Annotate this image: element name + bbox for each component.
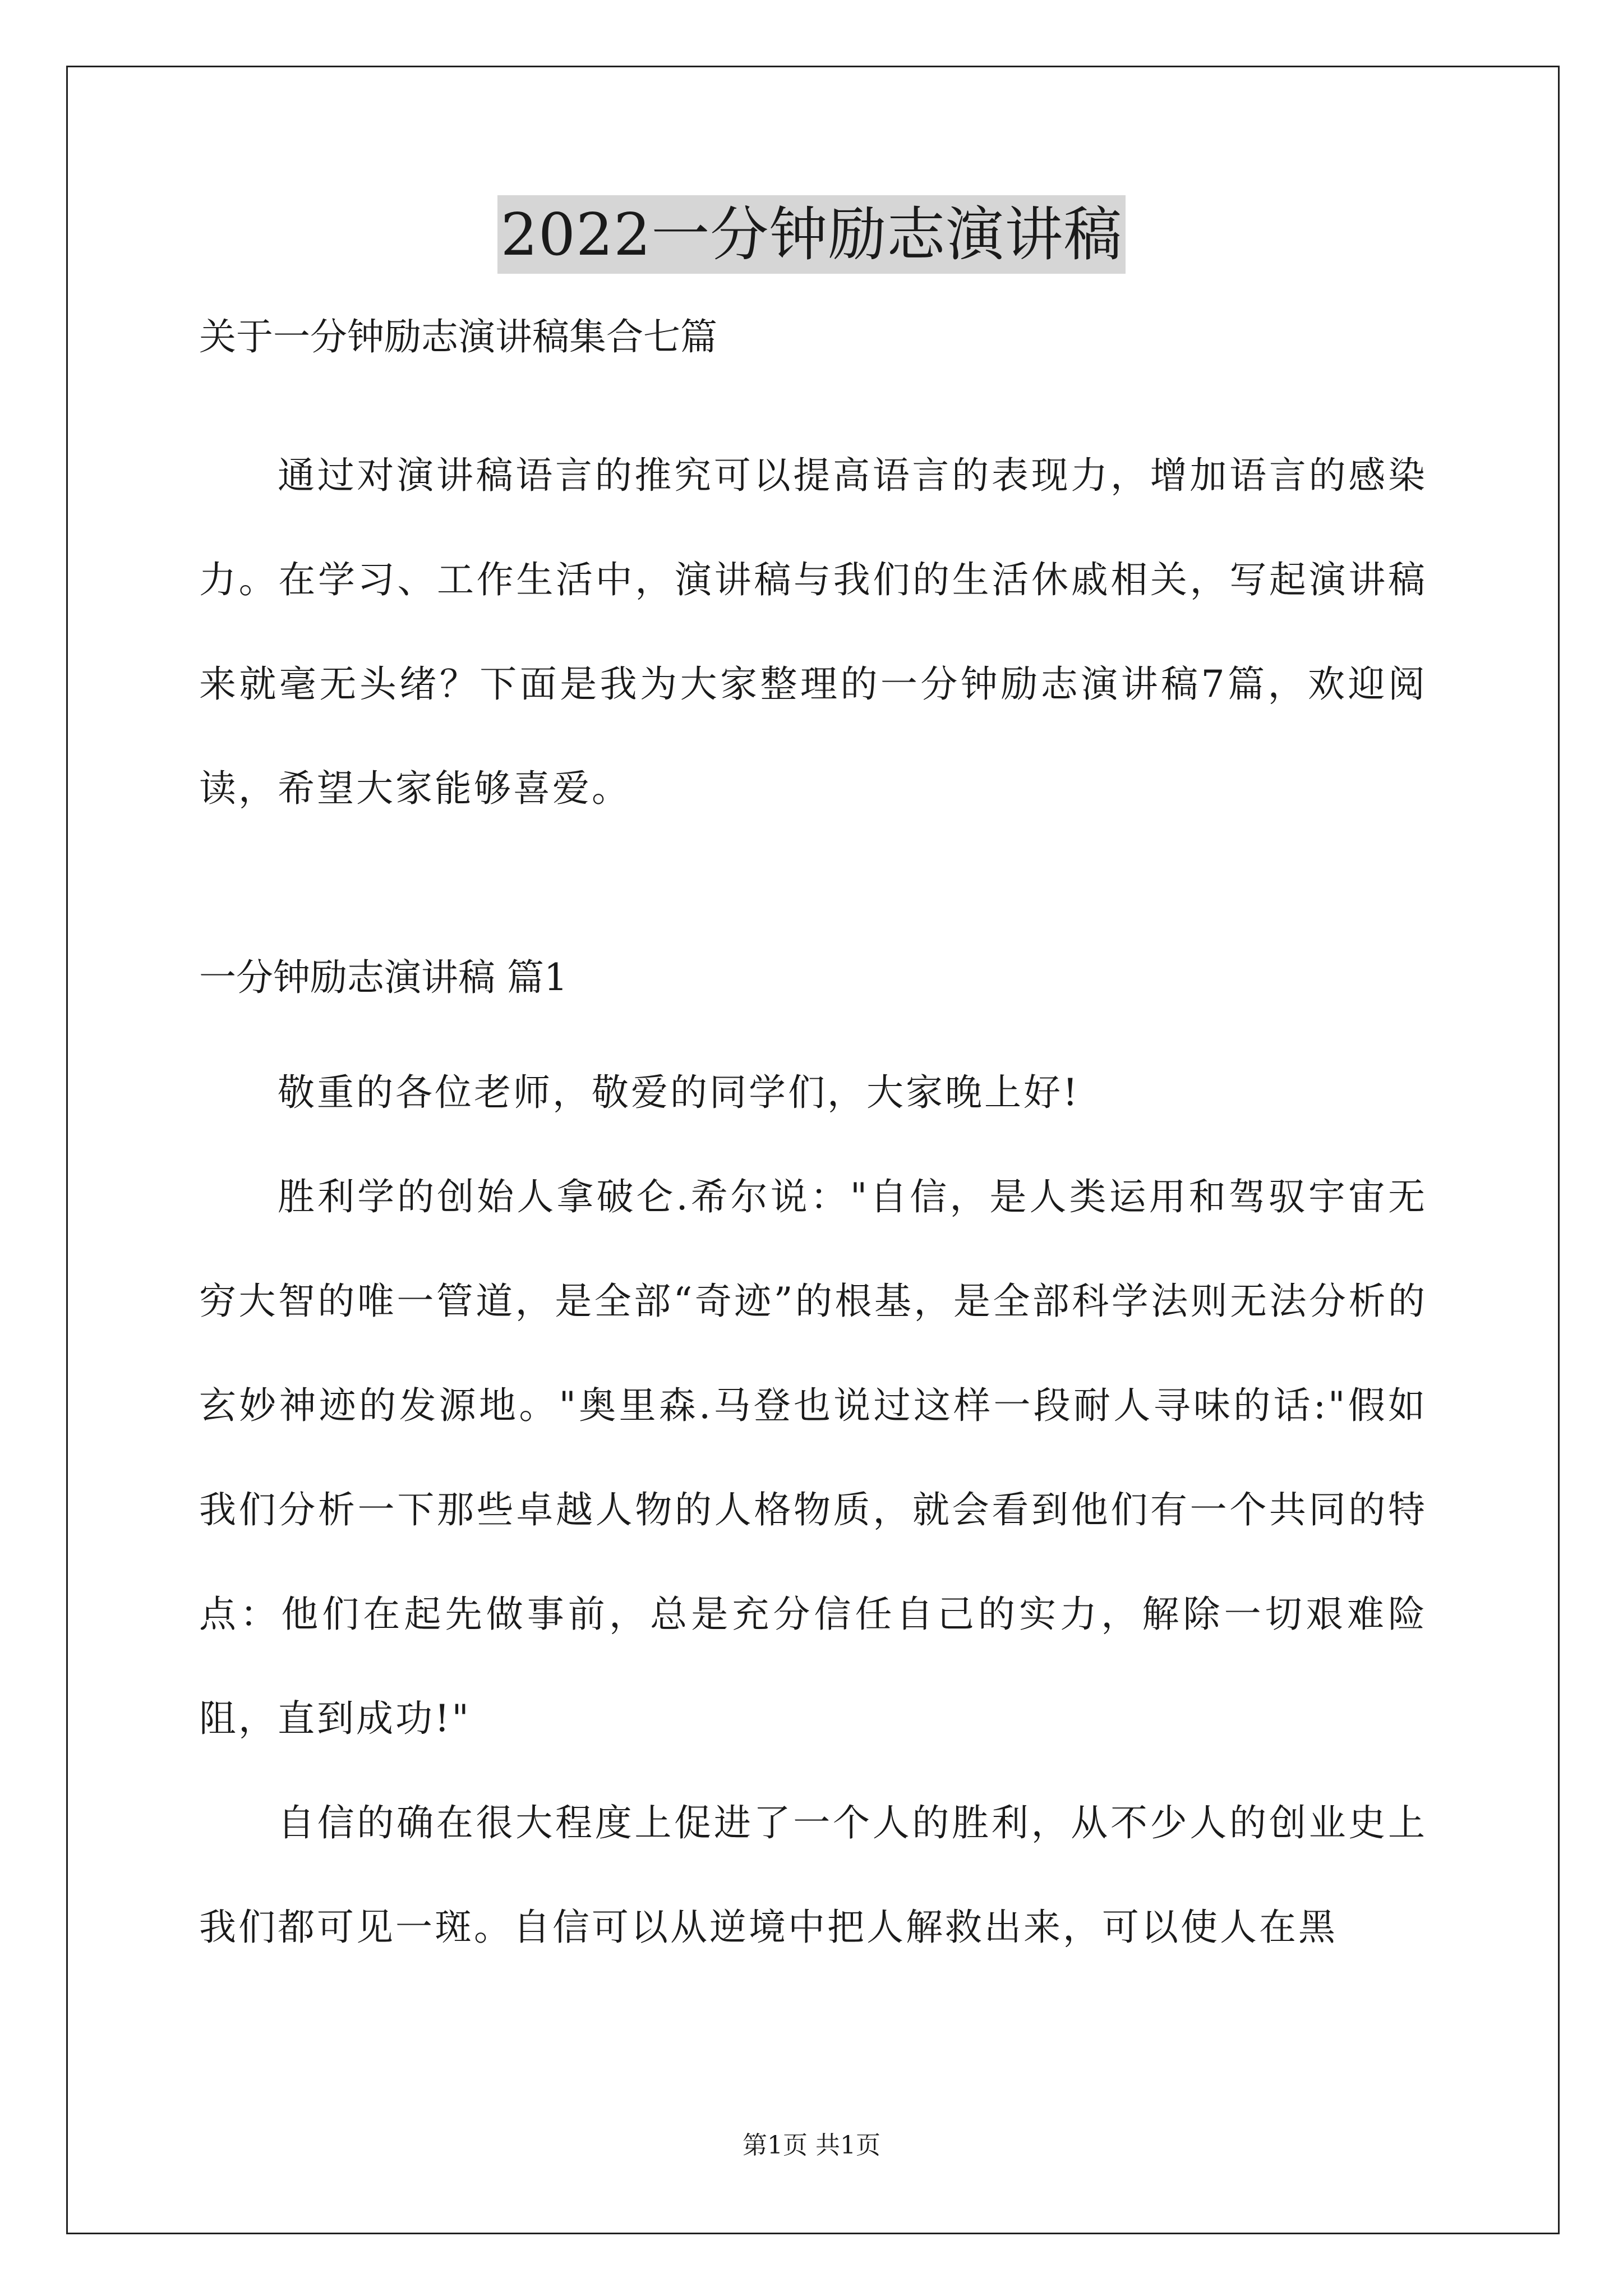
document-subtitle: 关于一分钟励志演讲稿集合七篇 — [199, 315, 717, 358]
section-heading: 一分钟励志演讲稿 篇1 — [199, 956, 568, 999]
body-paragraph-confidence: 自信的确在很大程度上促进了一个人的胜利，从不少人的创业史上我们都可见一斑。自信可以从逆境中把人解救出来，可以使人在黑 — [199, 1801, 1427, 1949]
title-container — [0, 195, 1623, 274]
document-title: 2022一分钟励志演讲稿 — [497, 195, 1126, 274]
page-footer: 第1页 共1页 — [743, 2131, 880, 2160]
body-paragraph-quote: 胜利学的创始人拿破仑.希尔说："自信，是人类运用和驾驭宇宙无穷大智的唯一管道，是全部“奇迹”的根基，是全部科学法则无法分析的玄妙神迹的发源地。"奥里森.马登也说过这样一段耐人寻味的话:"假如我们分析一下那些卓越人物的人格物质，就会看到他们有一个共同的特点：他们在起先做事前，总是充分信任自己的实力，解除一切艰难险阻，直到成功!" — [199, 1175, 1427, 1740]
body-paragraph-greeting: 敬重的各位老师，敬爱的同学们，大家晚上好! — [278, 1071, 1080, 1114]
intro-paragraph: 通过对演讲稿语言的推究可以提高语言的表现力，增加语言的感染力。在学习、工作生活中，演讲稿与我们的生活休戚相关，写起演讲稿来就毫无头绪？下面是我为大家整理的一分钟励志演讲稿7篇，欢迎阅读，希望大家能够喜爱。 — [199, 454, 1427, 810]
